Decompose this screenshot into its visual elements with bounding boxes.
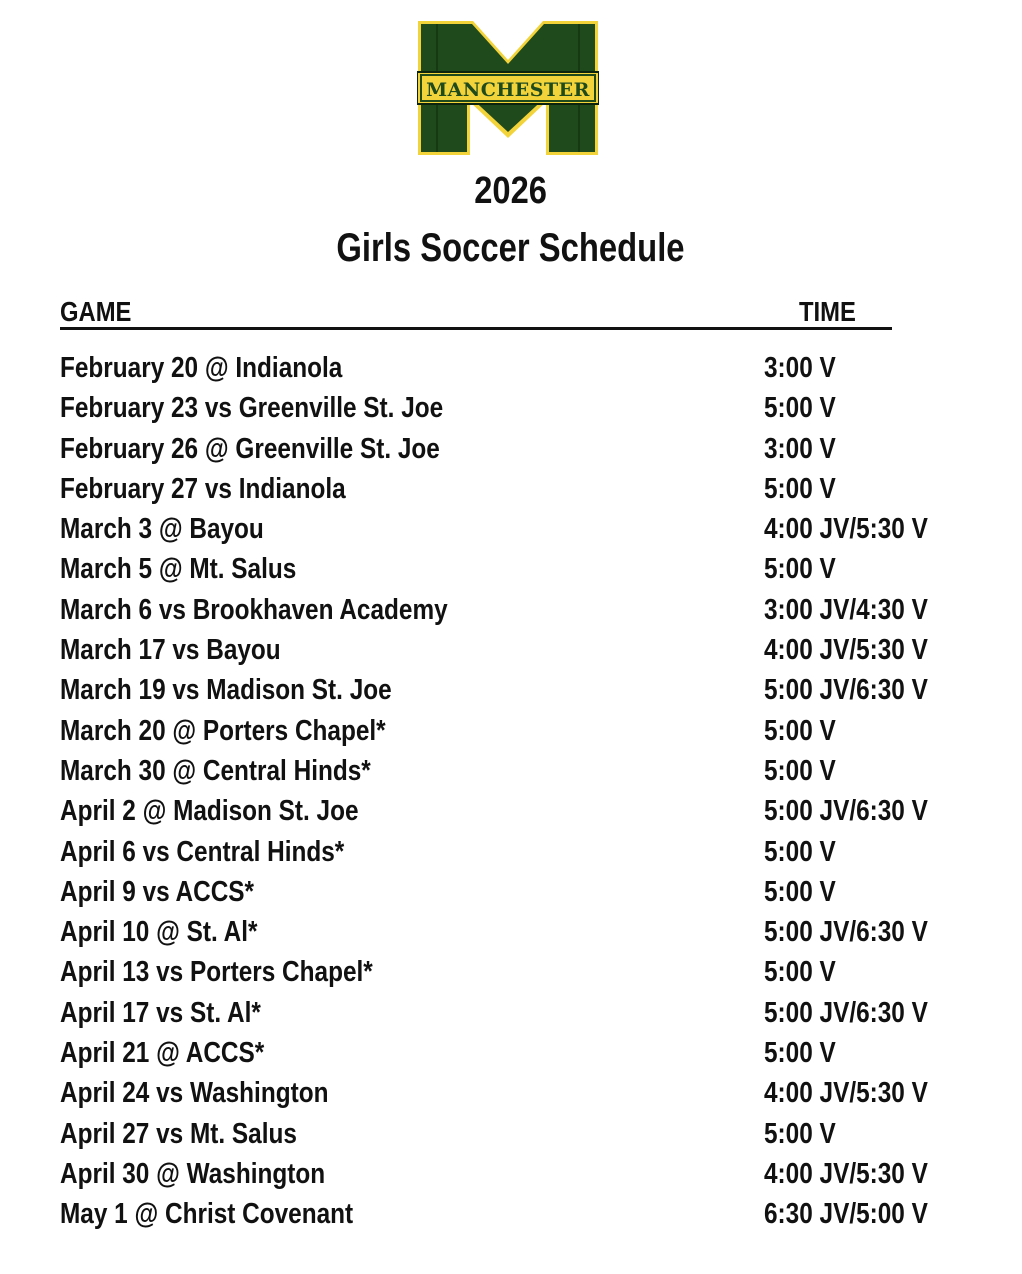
schedule-year: 2026 (474, 170, 547, 212)
game-row (60, 431, 960, 471)
game-time: 5:00 JV/6:30 V (764, 795, 928, 828)
game-row (60, 753, 960, 793)
game-name: May 1 @ Christ Covenant (60, 1198, 354, 1231)
game-name: March 19 vs Madison St. Joe (60, 674, 392, 707)
game-time: 5:00 V (764, 956, 836, 989)
game-name: April 9 vs ACCS* (60, 875, 255, 908)
game-row (60, 1116, 960, 1156)
game-row (60, 672, 960, 712)
header-time: TIME (799, 296, 856, 327)
game-time: 3:00 V (764, 432, 836, 465)
game-name: March 5 @ Mt. Salus (60, 553, 297, 586)
game-name: April 30 @ Washington (60, 1157, 326, 1190)
game-row (60, 1156, 960, 1196)
game-name: March 20 @ Porters Chapel* (60, 714, 386, 747)
table-header (60, 296, 892, 330)
game-time: 4:00 JV/5:30 V (764, 634, 928, 667)
games-list (60, 350, 960, 1237)
game-row (60, 793, 960, 833)
game-row (60, 592, 960, 632)
game-time: 4:00 JV/5:30 V (764, 1157, 928, 1190)
game-time: 5:00 V (764, 472, 836, 505)
game-name: March 30 @ Central Hinds* (60, 754, 371, 787)
game-name: April 27 vs Mt. Salus (60, 1117, 297, 1150)
game-row (60, 834, 960, 874)
game-time: 4:00 JV/5:30 V (764, 513, 928, 546)
game-row (60, 954, 960, 994)
game-time: 4:00 JV/5:30 V (764, 1077, 928, 1110)
game-time: 6:30 JV/5:00 V (764, 1198, 928, 1231)
game-row (60, 511, 960, 551)
game-time: 3:00 V (764, 352, 836, 384)
game-row (60, 713, 960, 753)
game-row (60, 551, 960, 591)
game-name: February 27 vs Indianola (60, 472, 346, 505)
game-name: April 6 vs Central Hinds* (60, 835, 345, 868)
game-row (60, 390, 960, 430)
game-row (60, 914, 960, 954)
game-time: 5:00 JV/6:30 V (764, 674, 928, 707)
game-time: 5:00 V (764, 1037, 836, 1070)
logo-text: MANCHESTER (426, 79, 590, 101)
game-row (60, 471, 960, 511)
game-time: 5:00 V (764, 1117, 836, 1150)
game-name: February 20 @ Indianola (60, 352, 343, 384)
header-game: GAME (60, 296, 132, 327)
schedule-title: Girls Soccer Schedule (336, 226, 685, 270)
game-name: February 26 @ Greenville St. Joe (60, 432, 440, 465)
game-row (60, 1035, 960, 1075)
manchester-logo (417, 20, 599, 156)
game-name: March 6 vs Brookhaven Academy (60, 593, 448, 626)
game-row (60, 350, 960, 390)
game-row (60, 1075, 960, 1115)
game-row (60, 1196, 960, 1236)
game-name: April 10 @ St. Al* (60, 916, 258, 949)
game-name: April 17 vs St. Al* (60, 996, 261, 1029)
game-time: 5:00 JV/6:30 V (764, 916, 928, 949)
game-name: March 17 vs Bayou (60, 634, 281, 667)
game-row (60, 874, 960, 914)
game-name: April 2 @ Madison St. Joe (60, 795, 359, 828)
game-time: 3:00 JV/4:30 V (764, 593, 928, 626)
game-time: 5:00 V (764, 392, 836, 425)
game-row (60, 995, 960, 1035)
game-time: 5:00 V (764, 714, 836, 747)
game-name: April 21 @ ACCS* (60, 1037, 265, 1070)
game-name: February 23 vs Greenville St. Joe (60, 392, 444, 425)
game-time: 5:00 V (764, 754, 836, 787)
game-time: 5:00 V (764, 835, 836, 868)
game-time: 5:00 V (764, 553, 836, 586)
game-row (60, 632, 960, 672)
game-time: 5:00 V (764, 875, 836, 908)
game-time: 5:00 JV/6:30 V (764, 996, 928, 1029)
game-name: April 24 vs Washington (60, 1077, 329, 1110)
game-name: March 3 @ Bayou (60, 513, 264, 546)
game-name: April 13 vs Porters Chapel* (60, 956, 373, 989)
